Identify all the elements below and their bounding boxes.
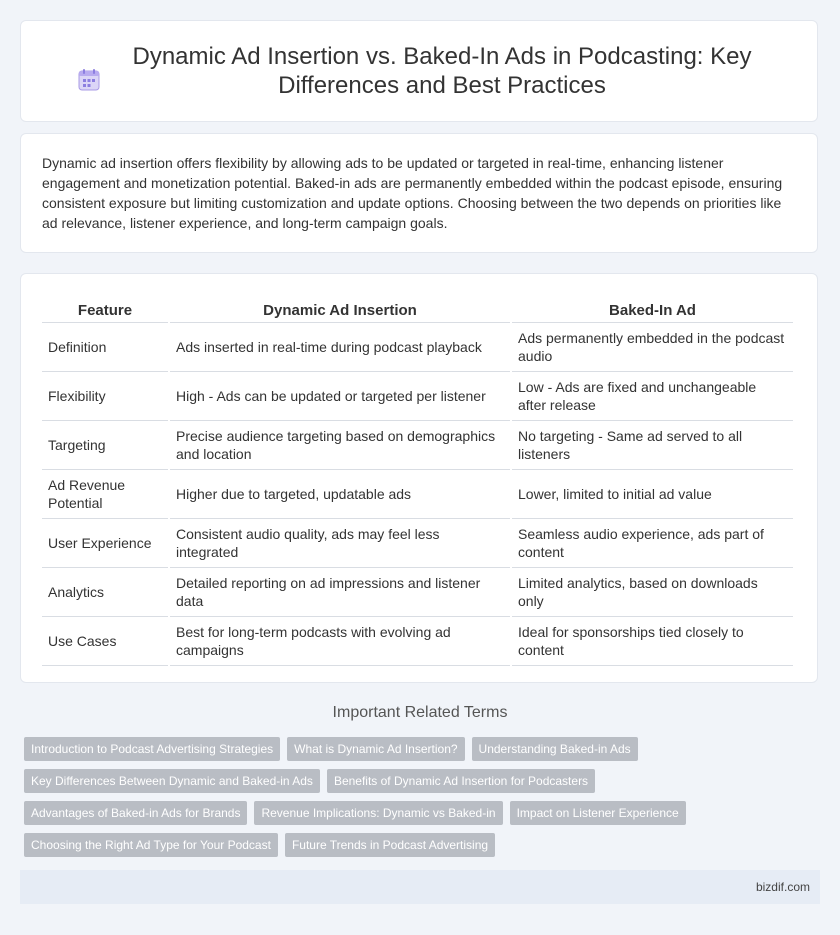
intro-card [20,133,818,253]
header-baked-in: Baked-In Ad [512,294,793,323]
related-term-tag[interactable]: Introduction to Podcast Advertising Strategies [24,737,280,761]
table-header-row [42,294,793,323]
row-baked-in: Limited analytics, based on downloads only [512,568,793,617]
row-feature: Targeting [42,421,168,470]
row-baked-in: Ads permanently embedded in the podcast audio [512,323,793,372]
row-baked-in: Ideal for sponsorships tied closely to content [512,617,793,666]
table-row [42,568,793,617]
intro-text: Dynamic ad insertion offers flexibility by allowing ads to be updated or targeted in real-time, enhancing listener engagement and monetization potential. Baked-in ads are permanently embedded within the podcast episode, ensuring consistent exposure but limiting customization and update options. Choosing between the two depends on priorities like ad relevance, listener experience, and long-term campaign goals. [42,155,783,231]
row-feature: Use Cases [42,617,168,666]
table-row [42,470,793,519]
row-feature: Ad Revenue Potential [42,470,168,519]
comparison-card [20,273,818,683]
related-term-tag[interactable]: Revenue Implications: Dynamic vs Baked-in [254,801,502,825]
table-row [42,617,793,666]
table-row [42,372,793,421]
row-baked-in: Low - Ads are fixed and unchangeable after release [512,372,793,421]
related-terms-heading: Important Related Terms [332,704,508,721]
related-terms-list [24,737,724,865]
row-dynamic: Precise audience targeting based on demographics and location [170,421,510,470]
header-dynamic: Dynamic Ad Insertion [170,294,510,323]
related-term-tag[interactable]: Key Differences Between Dynamic and Baked-in Ads [24,769,320,793]
related-term-tag[interactable]: Understanding Baked-in Ads [472,737,638,761]
row-dynamic: High - Ads can be updated or targeted per listener [170,372,510,421]
comparison-table [40,294,795,666]
row-dynamic: Higher due to targeted, updatable ads [170,470,510,519]
calendar-icon [76,67,102,93]
row-dynamic: Detailed reporting on ad impressions and listener data [170,568,510,617]
page-title: Dynamic Ad Insertion vs. Baked-In Ads in Podcasting: Key Differences and Best Practices [132,43,752,99]
related-term-tag[interactable]: Benefits of Dynamic Ad Insertion for Podcasters [327,769,595,793]
row-feature: User Experience [42,519,168,568]
related-term-tag[interactable]: Choosing the Right Ad Type for Your Podcast [24,833,278,857]
footer [20,870,820,904]
related-term-tag[interactable]: What is Dynamic Ad Insertion? [287,737,464,761]
table-row [42,519,793,568]
row-dynamic: Ads inserted in real-time during podcast playback [170,323,510,372]
footer-brand[interactable]: bizdif.com [755,880,810,894]
related-term-tag[interactable]: Future Trends in Podcast Advertising [285,833,495,857]
related-term-tag[interactable]: Advantages of Baked-in Ads for Brands [24,801,247,825]
table-row [42,421,793,470]
row-baked-in: No targeting - Same ad served to all listeners [512,421,793,470]
title-card [20,20,818,122]
row-feature: Analytics [42,568,168,617]
row-baked-in: Lower, limited to initial ad value [512,470,793,519]
title-wrap [76,42,762,100]
table-row [42,323,793,372]
related-term-tag[interactable]: Impact on Listener Experience [510,801,686,825]
row-feature: Flexibility [42,372,168,421]
row-dynamic: Best for long-term podcasts with evolving ad campaigns [170,617,510,666]
row-baked-in: Seamless audio experience, ads part of content [512,519,793,568]
row-dynamic: Consistent audio quality, ads may feel less integrated [170,519,510,568]
row-feature: Definition [42,323,168,372]
header-feature: Feature [42,294,168,323]
